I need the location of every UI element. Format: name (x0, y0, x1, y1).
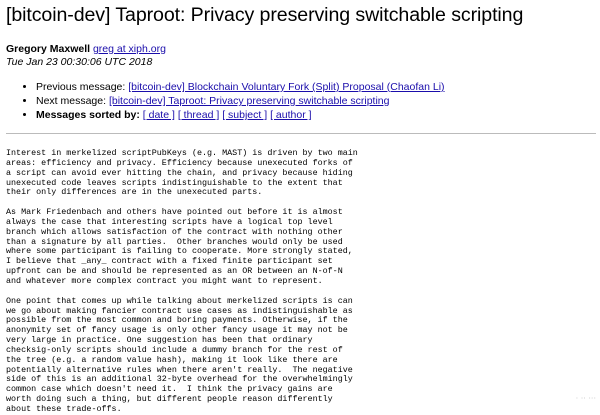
message-body (6, 149, 596, 415)
sort-options-item (36, 108, 596, 122)
divider (6, 133, 596, 134)
author-name: Gregory Maxwell (6, 43, 91, 55)
post-date: Tue Jan 23 00:30:06 UTC 2018 (6, 56, 153, 68)
sort-by-date-link[interactable]: [ date ] (142, 109, 175, 121)
message-paragraph: One point that comes up while talking about merkelized scripts is can we go about making fancier contract use cases as indistinguishable as possible from the most common and boring payments. Otherwise, if the anonymity set of fancy usage is only other fancy usage it may not be very large in practice. One suggestion has been that ordinary checksig-only scripts should include a dummy branch for the rest of the tree (e.g. a random value hash), making it look like there are potentially alternative rules when there aren't really. The negative side of this is an additional 32-byte overhead for the overwhelmingly common case which doesn't need it. I think the privacy gains are worth doing such a thing, but different people reason differently about these trade-offs. (6, 295, 353, 414)
next-message-link[interactable]: [bitcoin-dev] Taproot: Privacy preserving switchable scripting (108, 95, 390, 107)
sort-by-subject-link[interactable]: [ subject ] (222, 109, 268, 121)
watermark: · ·· ··· (575, 394, 596, 403)
sorted-by-label: Messages sorted by: (36, 109, 140, 121)
mail-archive-page (6, 0, 596, 415)
author-email-link[interactable]: greg at xiph.org (92, 43, 166, 55)
sort-by-author-link[interactable]: [ author ] (270, 109, 312, 121)
message-navigation (6, 80, 596, 122)
next-message-label: Next message: (36, 95, 107, 107)
author-line (6, 43, 596, 56)
page-title: [bitcoin-dev] Taproot: Privacy preserving switchable scripting (6, 4, 524, 26)
previous-message-label: Previous message: (36, 81, 126, 93)
previous-message-item (36, 80, 596, 94)
message-paragraph: Interest in merkelized scriptPubKeys (e.g. MAST) is driven by two main areas: efficiency and privacy. Efficiency because unexecuted forks of a script can avoid ever hitting the chain, and privacy because hiding unexecuted code leaves scripts indistinguishable to the extent that their only differences are in the unexecuted parts. (6, 148, 358, 198)
sort-by-thread-link[interactable]: [ thread ] (177, 109, 220, 121)
previous-message-link[interactable]: [bitcoin-dev] Blockchain Voluntary Fork (Split) Proposal (Chaofan Li) (128, 81, 445, 93)
message-paragraph: As Mark Friedenbach and others have pointed out before it is almost always the case that interesting scripts have a logical top level branch which allows satisfaction of the contract with nothing other than a signature by all parties. Other branches would only be used where some participant is failing to cooperate. More strongly stated, I believe that _any_ contract with a fixed finite participant set upfront can be and should be represented as an OR between an N-of-N and whatever more complex contract you might want to represent. (6, 207, 353, 286)
next-message-item (36, 94, 596, 108)
